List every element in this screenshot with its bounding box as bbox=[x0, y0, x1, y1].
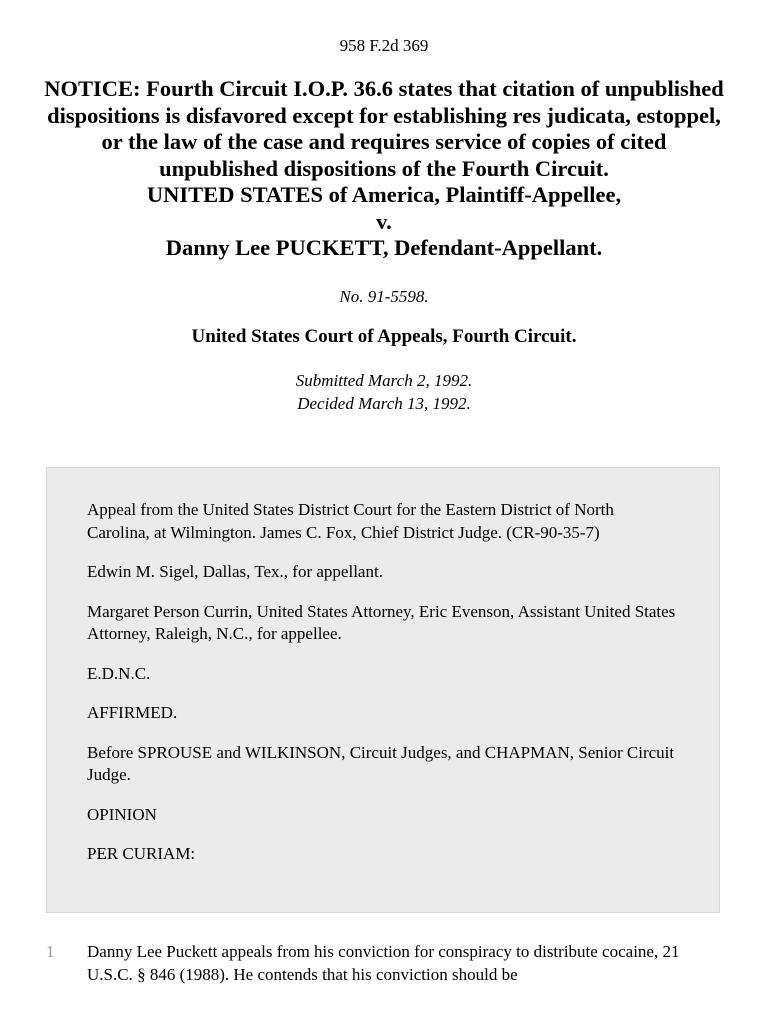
reporter-citation: 958 F.2d 369 bbox=[339, 36, 429, 55]
notice-text: NOTICE: Fourth Circuit I.O.P. 36.6 states that citation of unpublished dispositions is disfavored except for establishing res judicata, estoppel, or the law of the case and requires service of copies of cited unpublished dispositions of the Fourth Circuit. bbox=[44, 76, 724, 181]
appeal-from: Appeal from the United States District Court for the Eastern District of North Carolina, at Wilmington. James C. Fox, Chief District Judge. (CR-90-35-7) bbox=[87, 500, 614, 542]
versus-line: v. bbox=[376, 208, 392, 234]
case-dates bbox=[0, 369, 768, 415]
plaintiff-line: UNITED STATES of America, Plaintiff-Appellee, bbox=[146, 182, 622, 207]
appellant-counsel: Edwin M. Sigel, Dallas, Tex., for appellant. bbox=[87, 562, 383, 581]
case-title bbox=[40, 76, 728, 262]
per-curiam-label: PER CURIAM: bbox=[87, 844, 196, 863]
defendant-line: Danny Lee PUCKETT, Defendant-Appellant. bbox=[165, 235, 603, 260]
paragraph-text: Danny Lee Puckett appeals from his conviction for conspiracy to distribute cocaine, 21 U.S.C. § 846 (1988). He contends that his conviction should be bbox=[87, 942, 680, 984]
opinion-heading: OPINION bbox=[87, 804, 157, 824]
decided-date: Decided March 13, 1992. bbox=[297, 393, 471, 413]
submitted-date: Submitted March 2, 1992. bbox=[295, 370, 473, 390]
court-name: United States Court of Appeals, Fourth Circuit. bbox=[191, 325, 577, 347]
appellee-counsel: Margaret Person Currin, United States Attorney, Eric Evenson, Assistant United States Attorney, Raleigh, N.C., for appellee. bbox=[87, 601, 676, 643]
case-summary-box bbox=[46, 467, 720, 913]
district-abbreviation: E.D.N.C. bbox=[87, 663, 151, 683]
paragraph-number: 1 bbox=[46, 942, 55, 961]
docket-number: No. 91-5598. bbox=[339, 286, 429, 306]
judicial-panel: Before SPROUSE and WILKINSON, Circuit Judges, and CHAPMAN, Senior Circuit Judge. bbox=[87, 742, 675, 784]
disposition: AFFIRMED. bbox=[87, 703, 178, 722]
